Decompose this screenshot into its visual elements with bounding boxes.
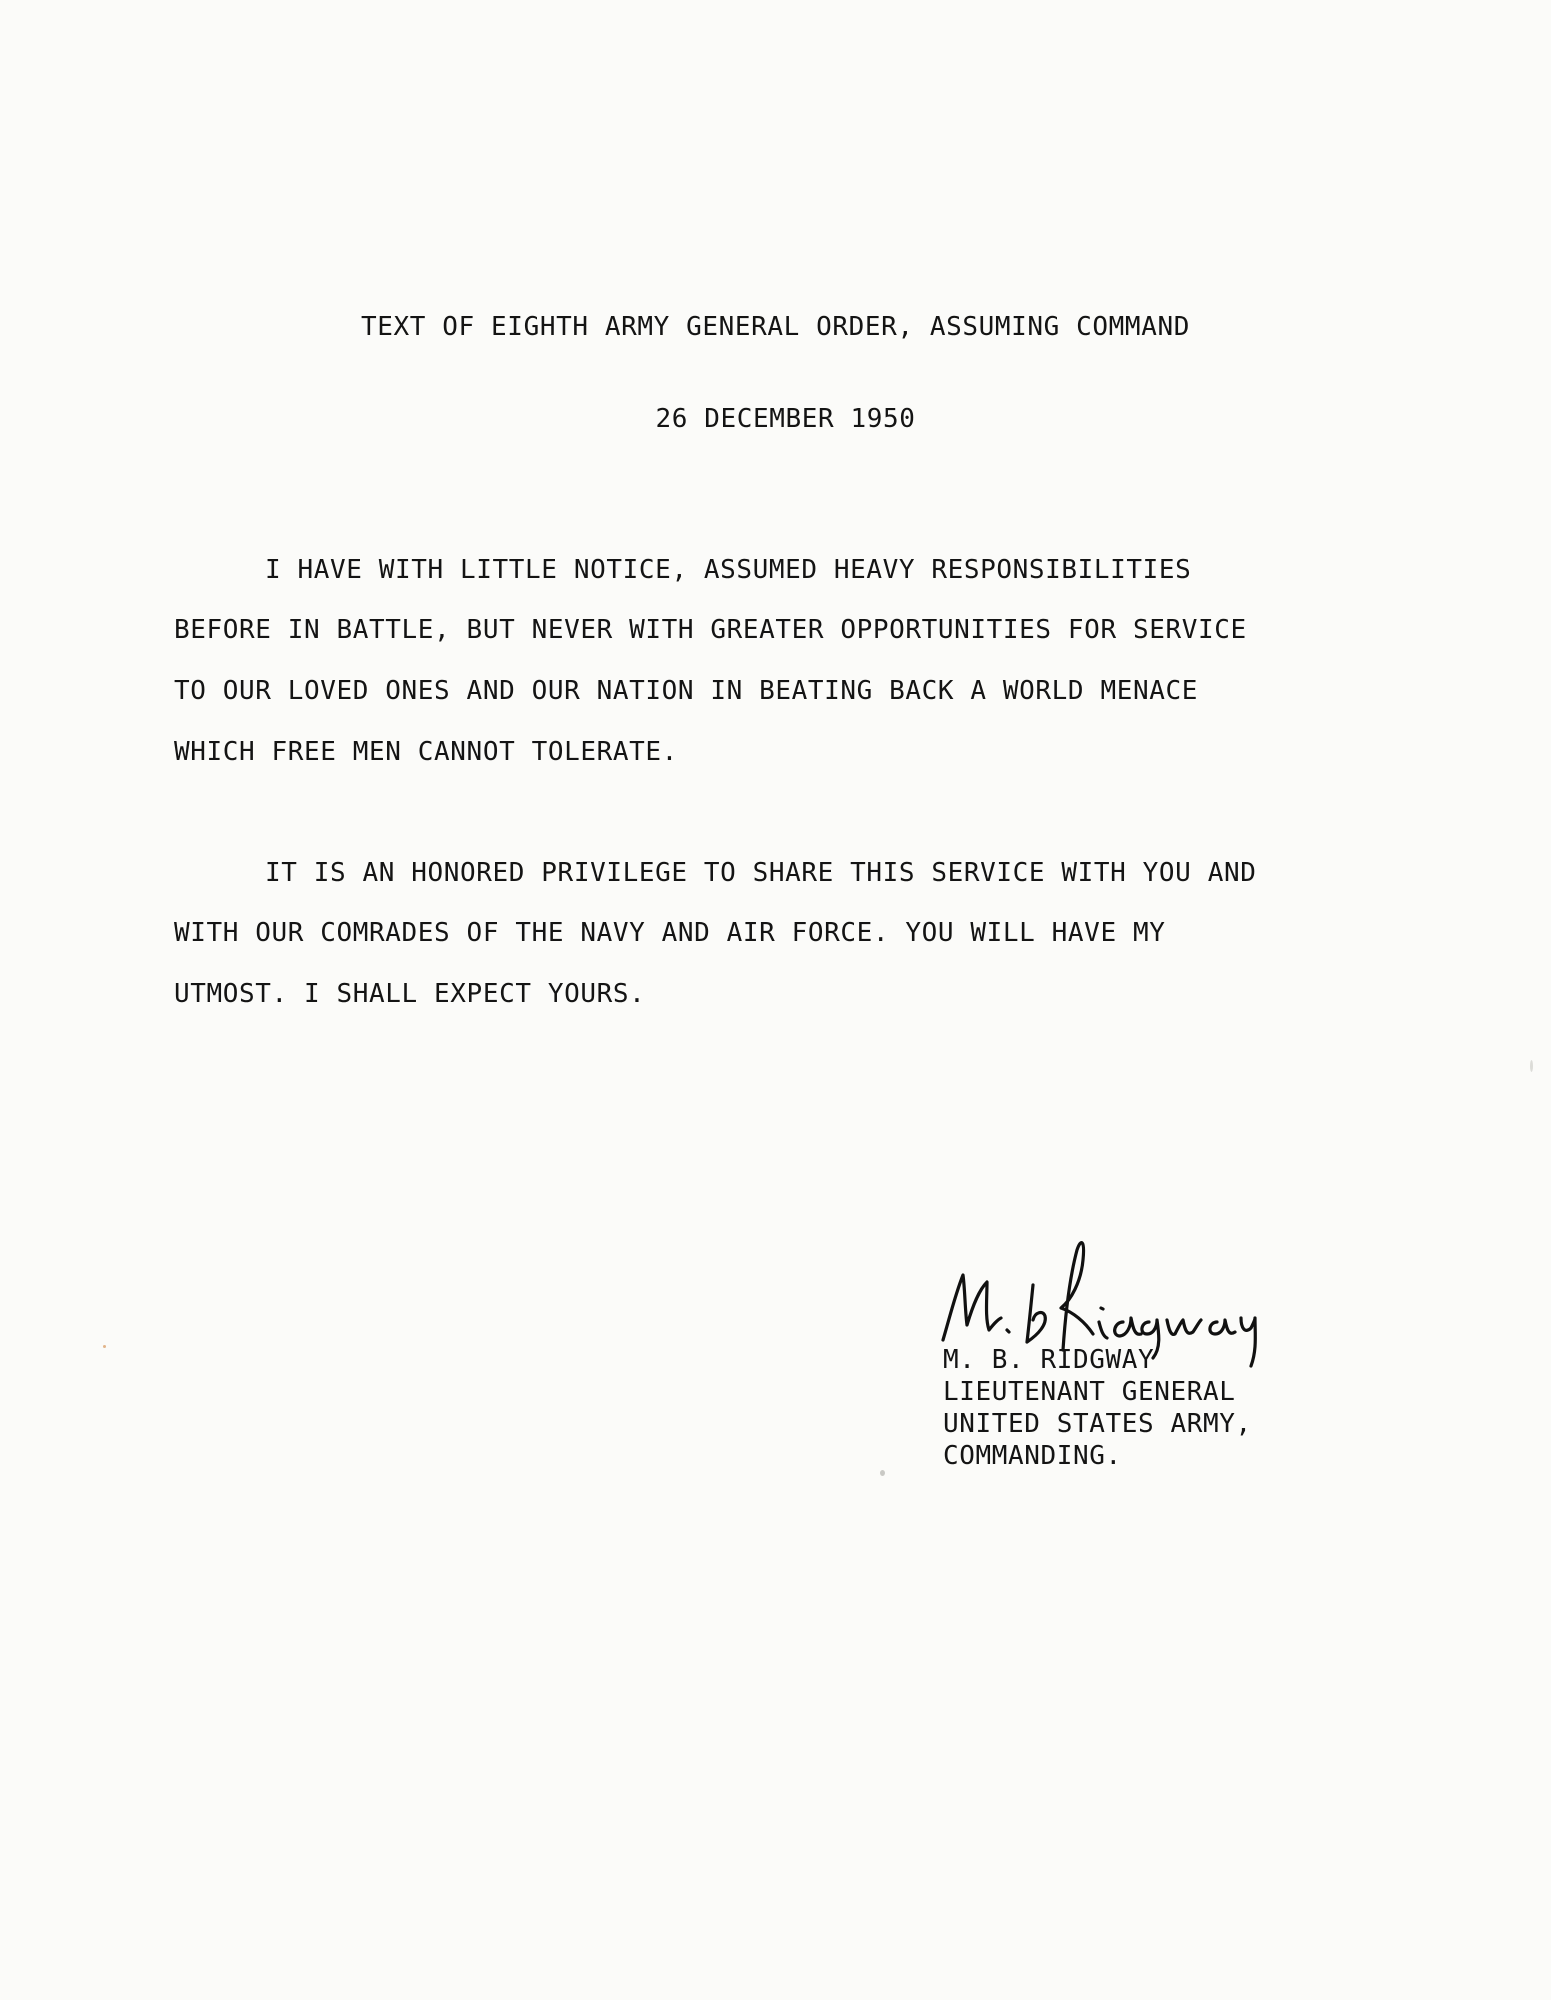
document-title: TEXT OF EIGHTH ARMY GENERAL ORDER, ASSUMING COMMAND — [361, 312, 1190, 342]
paragraph-line: UTMOST. I SHALL EXPECT YOURS. — [174, 979, 646, 1009]
signer-branch: UNITED STATES ARMY, — [943, 1409, 1252, 1439]
paragraph-line: IT IS AN HONORED PRIVILEGE TO SHARE THIS SERVICE WITH YOU AND — [265, 858, 1257, 888]
document-date: 26 DECEMBER 1950 — [655, 404, 916, 434]
paragraph-line: BEFORE IN BATTLE, BUT NEVER WITH GREATER OPPORTUNITIES FOR SERVICE — [174, 615, 1247, 645]
paragraph-line: WITH OUR COMRADES OF THE NAVY AND AIR FORCE. YOU WILL HAVE MY — [174, 918, 1166, 948]
paper-speck — [880, 1470, 885, 1476]
paragraph-line: I HAVE WITH LITTLE NOTICE, ASSUMED HEAVY RESPONSIBILITIES — [265, 555, 1192, 585]
signer-name: M. B. RIDGWAY — [943, 1345, 1155, 1375]
paragraph-line: WHICH FREE MEN CANNOT TOLERATE. — [174, 737, 678, 767]
paper-speck — [1530, 1060, 1533, 1072]
signer-role: COMMANDING. — [943, 1441, 1122, 1471]
paragraph-line: TO OUR LOVED ONES AND OUR NATION IN BEATING BACK A WORLD MENACE — [174, 676, 1198, 706]
signer-rank: LIEUTENANT GENERAL — [943, 1377, 1236, 1407]
paper-speck — [103, 1345, 106, 1348]
